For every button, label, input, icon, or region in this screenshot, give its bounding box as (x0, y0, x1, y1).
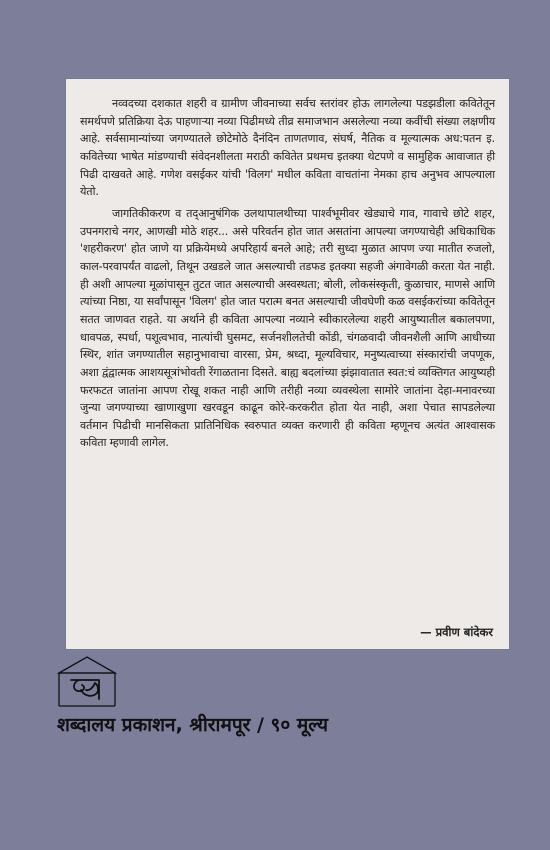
author-credit: — प्रवीण बांदेकर (420, 625, 493, 639)
blurb-text (80, 95, 495, 452)
blurb-panel (66, 79, 509, 649)
publisher-line: शब्दालय प्रकाशन, श्रीरामपूर / ९० मूल्य (57, 714, 328, 736)
publisher-logo-icon (53, 654, 121, 710)
blurb-paragraph-2: जागतिकीकरण व तद्आनुषंगिक उलथापालथीच्या पार्श्वभूमीवर खेड्याचे गाव, गावाचे छोटे शहर, उपनगराचे नगर, आणखी मोठे शहर... असे परिवर्तन होत जात असतांना आपल्या जगण्याचेही अधिकाधिक 'शहरीकरण' होत जाणे या प्रक्रियेमध्ये अपरिहार्य बनले आहे; तरी सुध्दा मुळात आपण ज्या मातीत रुजलो, काल-परवापर्यंत वाढलो, तिथून उखडले जात असल्याची तडफड इतक्या सहजी अंगावेगळी करता येत नाही. ही अशी आपल्या मूळांपासून तुटत जात असल्याची अस्वस्थता; बोली, लोकसंस्कृती, कुळाचार, माणसे आणि त्यांच्या निष्ठा, या सर्वांपासून 'विलग' होत जात परात्म बनत असल्याची जीवघेणी कळ वसईकरांच्या कवितेतून सतत जाणवत राहते. या अर्थाने ही कविता आपल्या नव्याने स्वीकारलेल्या शहरी आयुष्यातील बकालपणा, धावपळ, स्पर्धा, पशूत्वभाव, नात्यांची घुसमट, सर्जनशीलतेची कोंडी, चंगळवादी जीवनशैली आणि आधीच्या स्थिर, शांत जगण्यातील सहानुभावाचा वारसा, प्रेम, श्रध्दा, मूल्यविचार, मनुष्यत्वाच्या संस्कारांची जपणूक, अशा द्वंद्वात्मक आशयसूत्रांभोवती रेंगाळताना दिसते. बाह्य बदलांच्या झंझावातात स्वत:चं व्यक्तिगत आयुष्यही फरफटत जातांना आपण रोखू शकत नाही आणि तरीही नव्या व्यवस्थेला सामोरे जातांना देहा-मनावरच्या जुन्या जगण्याच्या खाणाखुणा खरवडून काढून कोरे-करकरीत होता येत नाही, अशा पेचात सापडलेल्या वर्तमान पिढीची मानसिकता प्रातिनिधिक स्वरुपात व्यक्त करणारी ही कविता म्हणूनच अत्यंत आश्वासक कविता म्हणावी लागेल. (80, 206, 495, 450)
blurb-paragraph-1: नव्वदच्या दशकात शहरी व ग्रामीण जीवनाच्या सर्वच स्तरांवर होऊ लागलेल्या पडझडीला कवितेतून समर्थपणे प्रतिक्रिया देऊ पाहणाऱ्या नव्या पिढीमध्ये तीव्र समाजभान असलेल्या नव्या कवींची संख्या लक्षणीय आहे. सर्वसामान्यांच्या जगण्यातले छोटेमोठे दैनंदिन ताणतणाव, संघर्ष, नैतिक व मूल्यात्मक अध:पतन इ. कवितेच्या भाषेत मांडण्याची संवेदनशीलता मराठी कवितेत प्रथमच इतक्या थेटपणे व सामुहिक आवाजात ही पिढी दाखवते आहे. गणेश वसईकर यांची 'विलग' मधील कविता वाचतांना नेमका हाच अनुभव आपल्याला येतो. (80, 97, 495, 199)
